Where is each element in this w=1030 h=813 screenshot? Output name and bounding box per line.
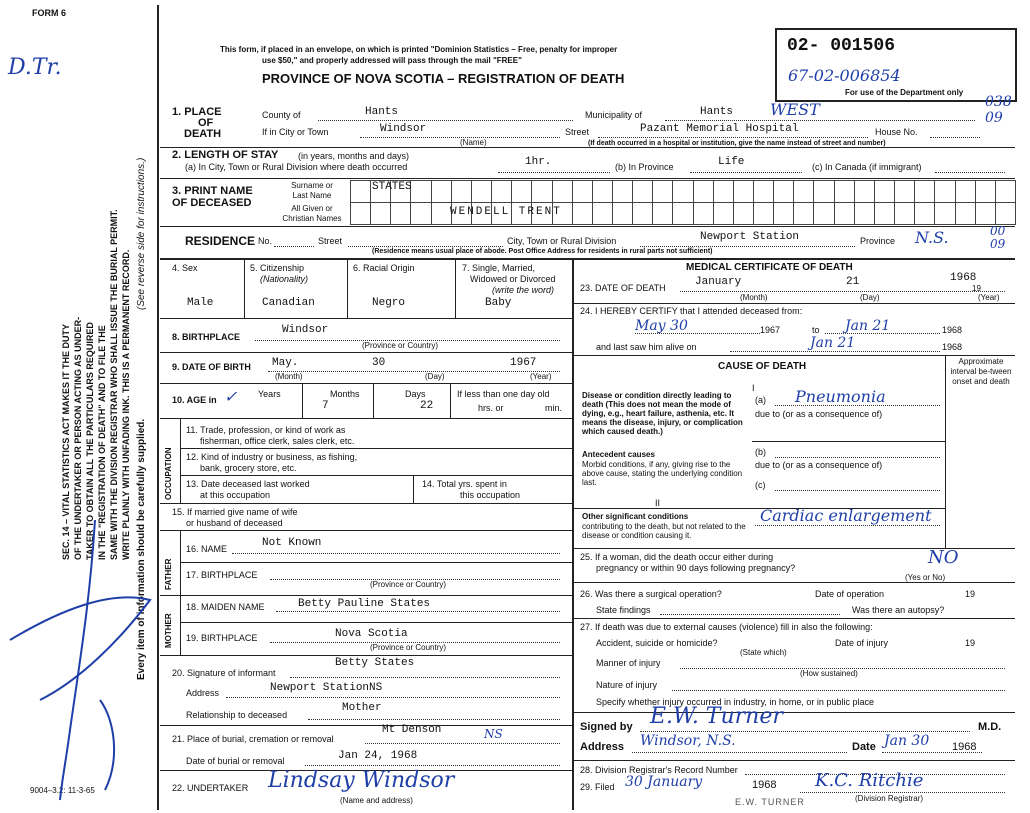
surname-label: Surname or Last Name	[291, 181, 333, 200]
death-date-label: 23. DATE OF DEATH	[580, 283, 666, 293]
q26-findings-label: State findings	[596, 605, 651, 615]
death-day: 21	[846, 276, 860, 288]
informant-label: 20. Signature of informant	[172, 668, 276, 678]
q27-nature-label: Nature of injury	[596, 680, 658, 690]
age-label: 10. AGE in	[172, 395, 217, 405]
cause-a-label: (a)	[755, 395, 766, 405]
burial-place-label: 21. Place of burial, cremation or removal	[172, 734, 334, 744]
q27-label: 27. If death was due to external causes (violence) fill in also the following:	[580, 622, 873, 632]
burial-place-hand: NS	[484, 727, 503, 741]
municipality-hand: WEST	[770, 100, 820, 119]
burial-date-label: Date of burial or removal	[186, 756, 285, 766]
margin-pen-stroke-long	[60, 520, 95, 800]
envelope-note-1: This form, if placed in an envelope, on which is printed "Dominion Statistics – Free, penalty for improper	[220, 45, 618, 54]
sec14-notice: SEC. 14 – VITAL STATISTICS ACT MAKES IT THE DUTY OF THE UNDERTAKER OR PERSON ACTING AS UNDER- TAKER TO OBTAIN ALL THE PARTICULARS REQUIRED IN THE "REGISTRATION OF DEATH" AND TO FILE THE SAME WITH THE DIVISION REGISTRAR WHO SHALL ISSUE THE BURIAL PERMIT. WRITE PLAINLY WITH UNFADING INK. THIS IS A PERMANENT RECORD.	[61, 209, 131, 560]
other-title: Other significant conditions	[582, 512, 689, 521]
length-of-stay-label: 2. LENGTH OF STAY	[172, 149, 279, 161]
marital-label: 7. Single, Married, Widowed or Divorced (write the word)	[462, 263, 556, 295]
citizenship-value: Canadian	[262, 297, 315, 309]
registrar-signature: K.C. Ritchie	[815, 770, 924, 791]
informant-value: Betty States	[335, 657, 415, 669]
hospital-note: (If death occurred in a hospital or institution, give the name instead of street and number)	[588, 140, 886, 147]
filed-year: 1968	[752, 779, 777, 791]
part-one: I	[752, 383, 755, 393]
undertaker-signature: Lindsay Windsor	[268, 768, 455, 793]
q25-label-1: 25. If a woman, did the death occur either during	[580, 552, 774, 562]
other-label: contributing to the death, but not related to the disease or condition causing it.	[582, 522, 746, 540]
dob-month: May.	[272, 357, 299, 369]
death-year-sub: (Year)	[978, 293, 1000, 302]
physician-address-label: Address	[580, 741, 625, 753]
department-codes: 038 09	[985, 94, 1012, 126]
death-month: January	[695, 276, 742, 288]
md-label: M.D.	[978, 721, 1002, 733]
years-label: Years	[258, 389, 281, 399]
birthplace-sub: (Province or Country)	[362, 341, 439, 350]
residence-city-value: Newport Station	[700, 231, 800, 243]
due-to-1: due to (or as a consequence of)	[755, 409, 883, 419]
stay-city-label: (a) In City, Town or Rural Division where death occurred	[185, 162, 408, 172]
dob-day: 30	[372, 357, 386, 369]
father-birthplace-label: 17. BIRTHPLACE	[186, 570, 258, 580]
q27-accident-label: Accident, suicide or homicide?	[596, 638, 718, 648]
mother-birthplace-label: 19. BIRTHPLACE	[186, 633, 258, 643]
surname-value: STATES	[372, 181, 412, 193]
city-value: Windsor	[380, 123, 427, 135]
residence-province-label: Province	[860, 236, 896, 246]
mother-maiden-label: 18. MAIDEN NAME	[186, 602, 265, 612]
form-number: FORM 6	[32, 8, 67, 18]
county-value: Hants	[365, 106, 399, 118]
attended-from-year: 1967	[760, 325, 781, 335]
mother-side-label: MOTHER	[164, 613, 173, 648]
yes-no-sub: (Yes or No)	[905, 573, 946, 582]
street-value: Pazant Memorial Hospital	[640, 123, 799, 135]
handwritten-registration: 67-02-006854	[788, 66, 901, 85]
place-label: 1. PLACE OF DEATH	[172, 106, 222, 140]
physician-address-value: Windsor, N.S.	[640, 733, 736, 749]
physician-signature: E.W. Turner	[650, 704, 783, 729]
death-day-sub: (Day)	[860, 293, 880, 302]
margin-pen-stroke-short	[100, 700, 114, 790]
interval-label: Approximate interval be-tween onset and death	[950, 357, 1012, 386]
envelope-note-2: use $50," and properly addressed will pass through the mail "FREE"	[262, 56, 522, 65]
dob-year: 1967	[510, 357, 537, 369]
q25-value: NO	[928, 547, 959, 568]
days-label: Days	[405, 389, 426, 399]
cause-b-label: (b)	[755, 447, 766, 457]
form-title: PROVINCE OF NOVA SCOTIA – REGISTRATION OF DEATH	[262, 71, 625, 86]
house-label: House No.	[875, 127, 918, 137]
last-saw-value: Jan 21	[810, 335, 856, 351]
citizenship-label: 5. Citizenship (Nationality)	[250, 263, 309, 284]
name-sublabel: (Name)	[460, 138, 487, 147]
months-label: Months	[330, 389, 360, 399]
direct-cause-label: Disease or condition directly leading to death (This does not mean the mode of dying, e.g., heart failure, asthenia, etc. It means the disease, injury, or complication which caused death.)	[582, 391, 743, 436]
q25-label-2: pregnancy or within 90 days following pregnancy?	[596, 563, 796, 573]
stay-province-value: Life	[718, 156, 745, 168]
q26-label: 26. Was there a surgical operation?	[580, 589, 722, 599]
informant-address-value: Newport StationNS	[270, 682, 383, 694]
see-reverse-notice: (See reverse side for instructions.)	[136, 157, 147, 310]
stay-province-label: (b) In Province	[615, 162, 674, 172]
q11-label: 11. Trade, profession, or kind of work as fisherman, office clerk, sales clerk, etc.	[186, 425, 355, 446]
undertaker-sub: (Name and address)	[340, 796, 413, 805]
mother-birthplace-value: Nova Scotia	[335, 628, 408, 640]
burial-place-value: Mt Denson	[382, 724, 442, 736]
age-mark: ✓	[224, 387, 238, 406]
physician-date-label: Date	[852, 741, 876, 753]
burial-date-value: Jan 24, 1968	[338, 750, 418, 762]
municipality-value: Hants	[700, 106, 734, 118]
q13-label: 13. Date deceased last worked at this occupation	[186, 479, 310, 500]
municipality-label: Municipality of	[585, 110, 643, 120]
residence-city-label: City, Town or Rural Division	[507, 236, 617, 246]
county-label: County of	[262, 110, 301, 120]
q27-manner-label: Manner of injury	[596, 658, 661, 668]
margin-initials: D.Tr.	[8, 55, 62, 80]
q27-sustained-sub: (How sustained)	[800, 669, 858, 678]
q27-date-label: Date of injury	[835, 638, 889, 648]
attended-from: May 30	[635, 318, 688, 334]
attended-to-year: 1968	[942, 325, 963, 335]
attended-to: Jan 21	[845, 318, 891, 334]
residence-codes: 00 09	[990, 224, 1006, 251]
registrar-sub: (Division Registrar)	[855, 794, 924, 803]
hrs-label: hrs. or	[478, 403, 504, 413]
q12-label: 12. Kind of industry or business, as fishing, bank, grocery store, etc.	[186, 452, 358, 473]
min-label: min.	[545, 403, 563, 413]
residence-province-hand: N.S.	[915, 228, 949, 247]
q27-specify-label: Specify whether injury occurred in industry, in home, or in public place	[596, 697, 874, 707]
death-19: 19	[972, 284, 981, 293]
medical-title: MEDICAL CERTIFICATE OF DEATH	[686, 262, 853, 273]
residence-street-label: Street	[318, 236, 343, 246]
relationship-label: Relationship to deceased	[186, 710, 288, 720]
cause-title: CAUSE OF DEATH	[718, 361, 807, 372]
undertaker-label: 22. UNDERTAKER	[172, 783, 249, 793]
relationship-value: Mother	[342, 702, 382, 714]
dob-year-sub: (Year)	[530, 372, 552, 381]
last-saw-year: 1968	[942, 342, 963, 352]
marital-value: Baby	[485, 297, 512, 309]
q28-label: 28. Division Registrar's Record Number	[580, 765, 738, 775]
last-saw-label: and last saw him alive on	[596, 342, 697, 352]
months-value: 7	[322, 400, 329, 412]
q15-label: 15. If married give name of wife or husband of deceased	[172, 507, 298, 528]
given-names-value: WENDELL TRENT	[450, 206, 562, 218]
physician-date-year: 1968	[952, 741, 977, 753]
part-two: II	[655, 498, 661, 508]
cause-a-value: Pneumonia	[795, 387, 886, 406]
margin-pen-stroke-loop	[10, 597, 150, 700]
q26-year: 19	[965, 589, 976, 599]
racial-label: 6. Racial Origin	[353, 263, 415, 273]
q29-label: 29. Filed	[580, 782, 615, 792]
stay-city-value: 1hr.	[525, 156, 552, 168]
father-name-value: Not Known	[262, 537, 322, 549]
occupation-side-label: OCCUPATION	[164, 447, 173, 500]
days-value: 22	[420, 400, 434, 412]
deceased-name-label: 3. PRINT NAME OF DECEASED	[172, 185, 253, 209]
due-to-2: due to (or as a consequence of)	[755, 460, 883, 470]
mother-birthplace-sub: (Province or Country)	[370, 643, 447, 652]
sex-value: Male	[187, 297, 214, 309]
registration-number: 02- 001506	[787, 36, 896, 56]
death-year: 1968	[950, 272, 977, 284]
father-side-label: FATHER	[164, 558, 173, 590]
death-month-sub: (Month)	[740, 293, 768, 302]
city-label: If in City or Town	[262, 127, 329, 137]
dob-label: 9. DATE OF BIRTH	[172, 362, 251, 372]
physician-date-value: Jan 30	[884, 733, 930, 749]
q26-date-label: Date of operation	[815, 589, 885, 599]
length-of-stay-sub: (in years, months and days)	[298, 151, 410, 161]
residence-label: RESIDENCE	[185, 234, 256, 248]
signed-by-label: Signed by	[580, 721, 633, 733]
footer-code: 9004–3.2: 11-3-65	[30, 786, 95, 795]
other-value: Cardiac enlargement	[760, 506, 932, 525]
stay-canada-label: (c) In Canada (if immigrant)	[812, 162, 922, 172]
racial-value: Negro	[372, 297, 406, 309]
q27-state-sub: (State which)	[740, 648, 787, 657]
q26-autopsy-label: Was there an autopsy?	[852, 605, 945, 615]
given-label: All Given or Christian Names	[282, 204, 342, 223]
informant-address-label: Address	[186, 688, 220, 698]
birthplace-value: Windsor	[282, 324, 329, 336]
antecedent-label: Morbid conditions, if any, giving rise to the above cause, stating the underlying condition last.	[582, 460, 743, 487]
father-birthplace-sub: (Province or Country)	[370, 580, 447, 589]
antecedent-title: Antecedent causes	[582, 450, 655, 459]
dob-month-sub: (Month)	[275, 372, 303, 381]
street-label: Street	[565, 127, 590, 137]
q14-label: 14. Total yrs. spent in this occupation	[422, 479, 521, 500]
mother-maiden-value: Betty Pauline States	[298, 598, 431, 610]
every-item-notice: Every item of information should be carefully supplied.	[136, 418, 147, 680]
attended-label: 24. I HEREBY CERTIFY that I attended deceased from:	[580, 306, 803, 316]
turner-stamp: E.W. TURNER	[735, 797, 805, 807]
residence-no-label: No.	[258, 236, 273, 246]
attended-to-label: to	[812, 325, 820, 335]
less-than-day-label: If less than one day old	[457, 389, 550, 399]
q27-year: 19	[965, 638, 976, 648]
sex-label: 4. Sex	[172, 263, 198, 273]
department-use-label: For use of the Department only	[845, 88, 964, 97]
father-name-label: 16. NAME	[186, 544, 228, 554]
filed-value: 30 January	[625, 774, 703, 790]
dob-day-sub: (Day)	[425, 372, 445, 381]
cause-c-label: (c)	[755, 480, 766, 490]
residence-note: (Residence means usual place of abode. Post Office Address for residents in rural parts not sufficient)	[372, 248, 713, 255]
birthplace-label: 8. BIRTHPLACE	[172, 332, 241, 342]
